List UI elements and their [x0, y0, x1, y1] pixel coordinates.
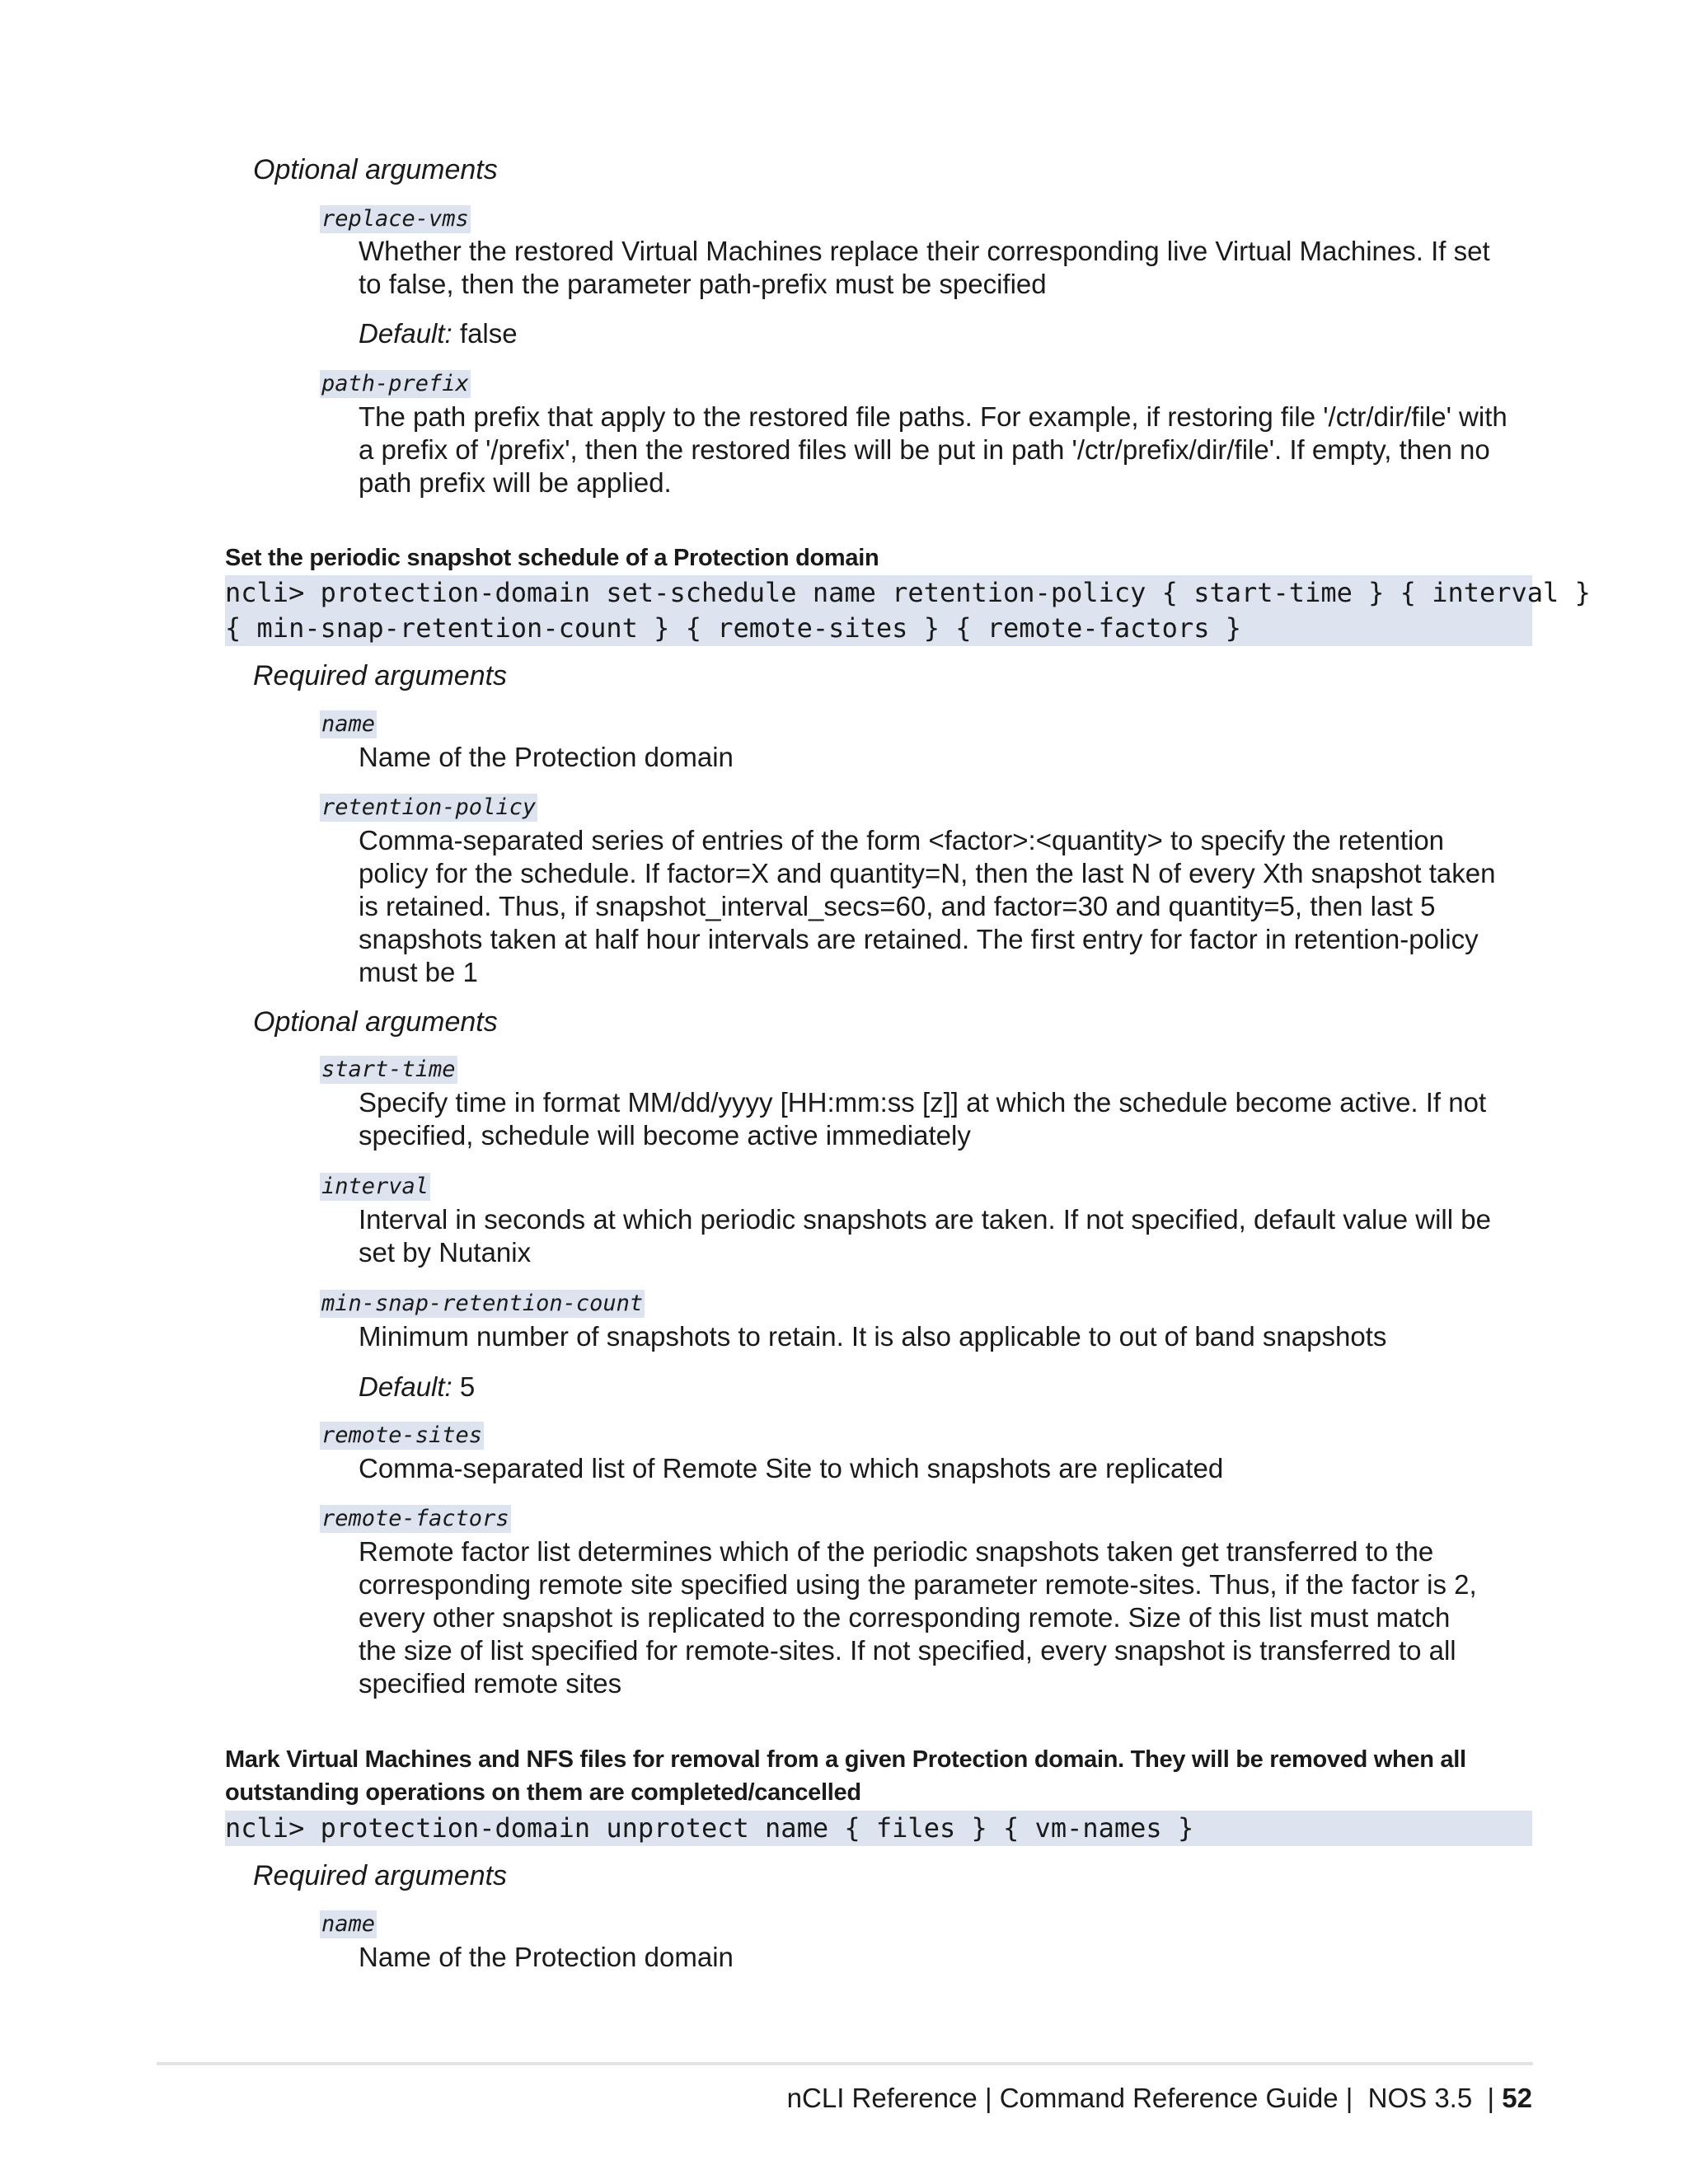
description-line: Name of the Protection domain [359, 1942, 734, 1972]
default-replace-vms [359, 317, 518, 350]
title-line: outstanding operations on them are completed/cancelled [225, 1779, 861, 1806]
arg-description-retention-policy [359, 824, 1529, 989]
section-title-unprotect [225, 1743, 1544, 1809]
description-line: the size of list specified for remote-sites. If not specified, every snapshot is transferred to all [359, 1635, 1456, 1666]
description-line: to false, then the parameter path-prefix must be specified [359, 269, 1047, 299]
arg-name-min-snap-retention-count: min-snap-retention-count [321, 1291, 644, 1316]
footer-divider [157, 2062, 1533, 2065]
arg-description-name [359, 741, 1529, 774]
command-unprotect [225, 1811, 1532, 1846]
optional-arguments-heading: Optional arguments [253, 1006, 498, 1038]
description-line: is retained. Thus, if snapshot_interval_secs=60, and factor=30 and quantity=5, then last 5 [359, 891, 1436, 921]
command-set-schedule [225, 575, 1591, 646]
arg-name-interval: interval [321, 1174, 429, 1199]
description-line: The path prefix that apply to the restored file paths. For example, if restoring file '/ctr/dir/file' with [359, 401, 1507, 432]
description-line: Comma-separated list of Remote Site to which snapshots are replicated [359, 1453, 1224, 1483]
arg-description-min-snap-retention-count [359, 1320, 1529, 1353]
description-line: a prefix of '/prefix', then the restored files will be put in path '/ctr/prefix/dir/file'. If empty, then no [359, 434, 1490, 465]
page-number: 52 [1502, 2083, 1532, 2113]
arg-name-start-time: start-time [321, 1057, 456, 1082]
description-line: specified, schedule will become active immediately [359, 1120, 971, 1151]
title-line: Mark Virtual Machines and NFS files for removal from a given Protection domain. They will be removed when all [225, 1746, 1466, 1773]
arg-name-name: name [321, 1911, 376, 1937]
required-arguments-heading: Required arguments [253, 1860, 508, 1891]
description-line: snapshots taken at half hour intervals are retained. The first entry for factor in retention-policy [359, 924, 1479, 954]
default-value: false [459, 318, 518, 349]
arg-description-remote-sites [359, 1452, 1529, 1485]
description-line: Interval in seconds at which periodic snapshots are taken. If not specified, default value will be [359, 1204, 1491, 1235]
description-line: set by Nutanix [359, 1237, 532, 1268]
description-line: Specify time in format MM/dd/yyyy [HH:mm:ss [z]] at which the schedule become active. If not [359, 1087, 1487, 1118]
description-line: every other snapshot is replicated to the corresponding remote. Size of this list must match [359, 1602, 1451, 1633]
page-footer [787, 2080, 1532, 2116]
command-line: ncli> protection-domain unprotect name { files } { vm-names } [225, 1812, 1194, 1844]
description-line: policy for the schedule. If factor=X and quantity=N, then the last N of every Xth snapshot taken [359, 858, 1496, 888]
command-line: ncli> protection-domain set-schedule name retention-policy { start-time } { interval } [225, 577, 1591, 608]
arg-description-interval [359, 1203, 1529, 1269]
section-title-set-schedule: Set the periodic snapshot schedule of a Protection domain [225, 545, 879, 571]
default-label: Default: [359, 1371, 452, 1402]
arg-name-name: name [321, 711, 376, 737]
default-label: Default: [359, 318, 452, 349]
arg-description-name [359, 1941, 1529, 1974]
description-line: specified remote sites [359, 1668, 622, 1699]
arg-name-remote-sites: remote-sites [321, 1422, 483, 1448]
default-value: 5 [459, 1371, 476, 1402]
arg-description-remote-factors [359, 1535, 1529, 1700]
arg-name-retention-policy: retention-policy [321, 794, 537, 820]
arg-description-start-time [359, 1086, 1529, 1152]
description-line: Comma-separated series of entries of the form <factor>:<quantity> to specify the retention [359, 825, 1445, 855]
footer-text: nCLI Reference | Command Reference Guide | NOS 3.5 | [786, 2083, 1503, 2113]
description-line: Minimum number of snapshots to retain. It is also applicable to out of band snapshots [359, 1321, 1387, 1352]
arg-name-path-prefix: path-prefix [321, 371, 469, 396]
arg-description-replace-vms [359, 235, 1529, 301]
description-line: must be 1 [359, 957, 478, 987]
description-line: Remote factor list determines which of the periodic snapshots taken get transferred to the [359, 1536, 1434, 1567]
arg-name-remote-factors: remote-factors [321, 1506, 509, 1531]
description-line: Whether the restored Virtual Machines replace their corresponding live Virtual Machines. If set [359, 236, 1490, 266]
arg-name-replace-vms: replace-vms [321, 206, 469, 232]
optional-arguments-heading: Optional arguments [253, 154, 498, 185]
command-line: { min-snap-retention-count } { remote-sites } { remote-factors } [225, 612, 1241, 644]
arg-description-path-prefix [359, 401, 1529, 499]
default-min-snap-retention-count [359, 1371, 475, 1404]
description-line: Name of the Protection domain [359, 742, 734, 772]
required-arguments-heading: Required arguments [253, 660, 508, 691]
description-line: corresponding remote site specified using the parameter remote-sites. Thus, if the factor is 2, [359, 1569, 1477, 1600]
description-line: path prefix will be applied. [359, 467, 672, 498]
